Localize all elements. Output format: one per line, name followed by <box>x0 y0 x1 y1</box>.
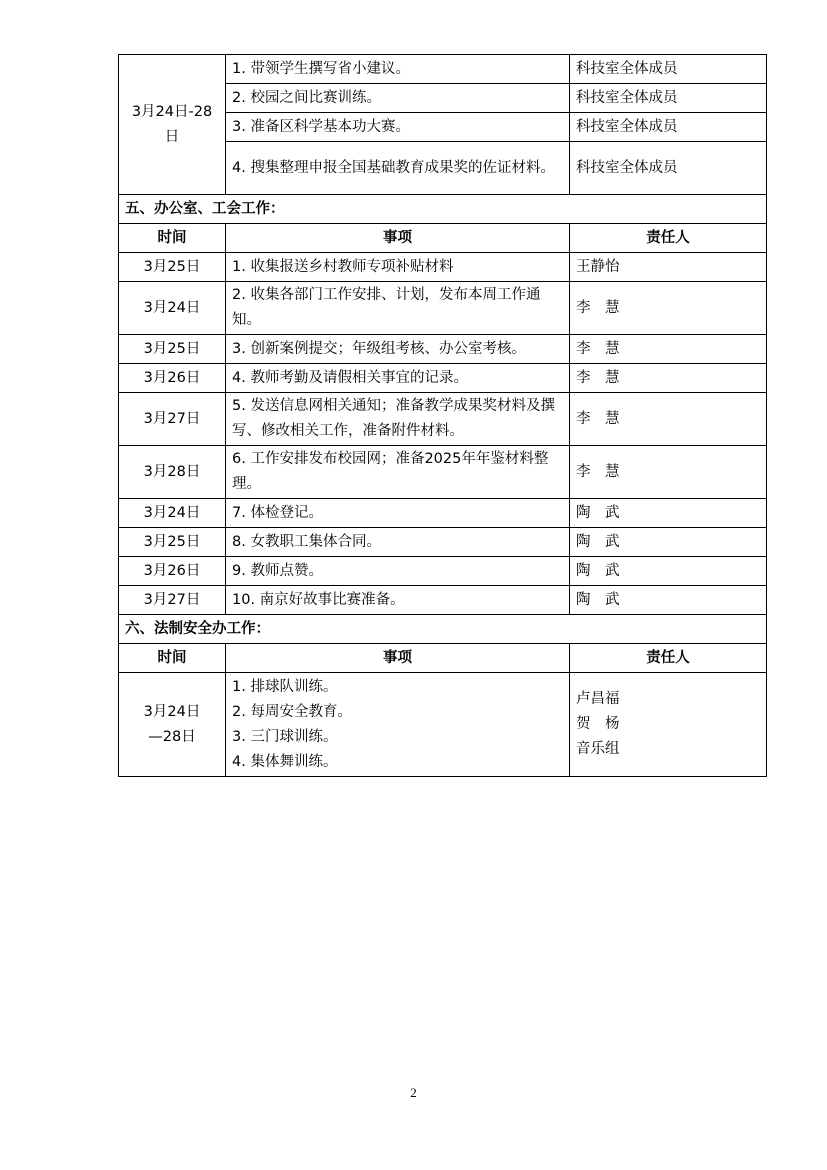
header-item: 事项 <box>226 644 570 673</box>
person-name: 卢昌福 <box>576 691 620 707</box>
time-cell: 3月26日 <box>119 557 226 586</box>
time-cell: 3月25日 <box>119 528 226 557</box>
table-row <box>119 499 767 528</box>
person-cell: 科技室全体成员 <box>570 84 767 113</box>
person-cell: 陶 武 <box>570 499 767 528</box>
header-time: 时间 <box>119 644 226 673</box>
table-row <box>119 446 767 499</box>
table-row <box>119 335 767 364</box>
item-cell: 7. 体检登记。 <box>226 499 570 528</box>
time-cell: 3月27日 <box>119 393 226 446</box>
time-line: —28日 <box>148 728 196 745</box>
item-cell: 1. 带领学生撰写省小建议。 <box>226 55 570 84</box>
header-person: 责任人 <box>570 224 767 253</box>
item-cell: 4. 教师考勤及请假相关事宜的记录。 <box>226 364 570 393</box>
table-header-row <box>119 644 767 673</box>
list-item: 2. 每周安全教育。 <box>232 703 352 720</box>
section-title: 五、办公室、工会工作： <box>119 195 767 224</box>
person-name: 音乐组 <box>576 741 620 757</box>
item-cell: 9. 教师点赞。 <box>226 557 570 586</box>
person-cell: 李 慧 <box>570 393 767 446</box>
table-row <box>119 55 767 84</box>
time-cell <box>119 673 226 777</box>
section-heading-row <box>119 615 767 644</box>
header-time: 时间 <box>119 224 226 253</box>
item-cell <box>226 673 570 777</box>
time-cell: 3月24日 <box>119 499 226 528</box>
time-line: 3月24日 <box>143 703 201 720</box>
item-cell: 10. 南京好故事比赛准备。 <box>226 586 570 615</box>
person-cell: 陶 武 <box>570 557 767 586</box>
item-cell: 6. 工作安排发布校园网；准备2025年年鉴材料整理。 <box>226 446 570 499</box>
item-cell: 5. 发送信息网相关通知；准备教学成果奖材料及撰写、修改相关工作，准备附件材料。 <box>226 393 570 446</box>
table-row <box>119 586 767 615</box>
item-cell: 8. 女教职工集体合同。 <box>226 528 570 557</box>
person-cell: 王静怡 <box>570 253 767 282</box>
time-cell: 3月24日 <box>119 282 226 335</box>
person-cell: 李 慧 <box>570 446 767 499</box>
table-row <box>119 364 767 393</box>
time-cell: 3月26日 <box>119 364 226 393</box>
list-item: 1. 排球队训练。 <box>232 678 338 695</box>
time-cell: 3月25日 <box>119 335 226 364</box>
table-row <box>119 557 767 586</box>
list-item: 3. 三门球训练。 <box>232 728 338 745</box>
person-cell: 李 慧 <box>570 335 767 364</box>
item-cell: 1. 收集报送乡村教师专项补贴材料 <box>226 253 570 282</box>
header-person: 责任人 <box>570 644 767 673</box>
person-cell: 科技室全体成员 <box>570 113 767 142</box>
item-cell: 4. 搜集整理申报全国基础教育成果奖的佐证材料。 <box>226 142 570 195</box>
item-cell: 2. 校园之间比赛训练。 <box>226 84 570 113</box>
person-cell: 李 慧 <box>570 364 767 393</box>
section-heading-row <box>119 195 767 224</box>
table-row <box>119 528 767 557</box>
time-cell: 3月27日 <box>119 586 226 615</box>
person-cell <box>570 673 767 777</box>
time-cell: 3月28日 <box>119 446 226 499</box>
header-item: 事项 <box>226 224 570 253</box>
table-header-row <box>119 224 767 253</box>
table-row <box>119 673 767 777</box>
section-title: 六、法制安全办工作： <box>119 615 767 644</box>
item-cell: 3. 创新案例提交；年级组考核、办公室考核。 <box>226 335 570 364</box>
person-name: 贺 杨 <box>576 716 620 732</box>
time-cell: 3月24日-28日 <box>119 55 226 195</box>
table-row <box>119 253 767 282</box>
person-cell: 科技室全体成员 <box>570 55 767 84</box>
item-cell: 2. 收集各部门工作安排、计划，发布本周工作通知。 <box>226 282 570 335</box>
page-number: 2 <box>410 1085 417 1100</box>
person-cell: 李 慧 <box>570 282 767 335</box>
list-item: 4. 集体舞训练。 <box>232 753 338 770</box>
table-row <box>119 282 767 335</box>
person-cell: 陶 武 <box>570 586 767 615</box>
person-cell: 科技室全体成员 <box>570 142 767 195</box>
item-cell: 3. 准备区科学基本功大赛。 <box>226 113 570 142</box>
table-row <box>119 393 767 446</box>
time-cell: 3月25日 <box>119 253 226 282</box>
person-cell: 陶 武 <box>570 528 767 557</box>
schedule-table <box>118 54 767 777</box>
